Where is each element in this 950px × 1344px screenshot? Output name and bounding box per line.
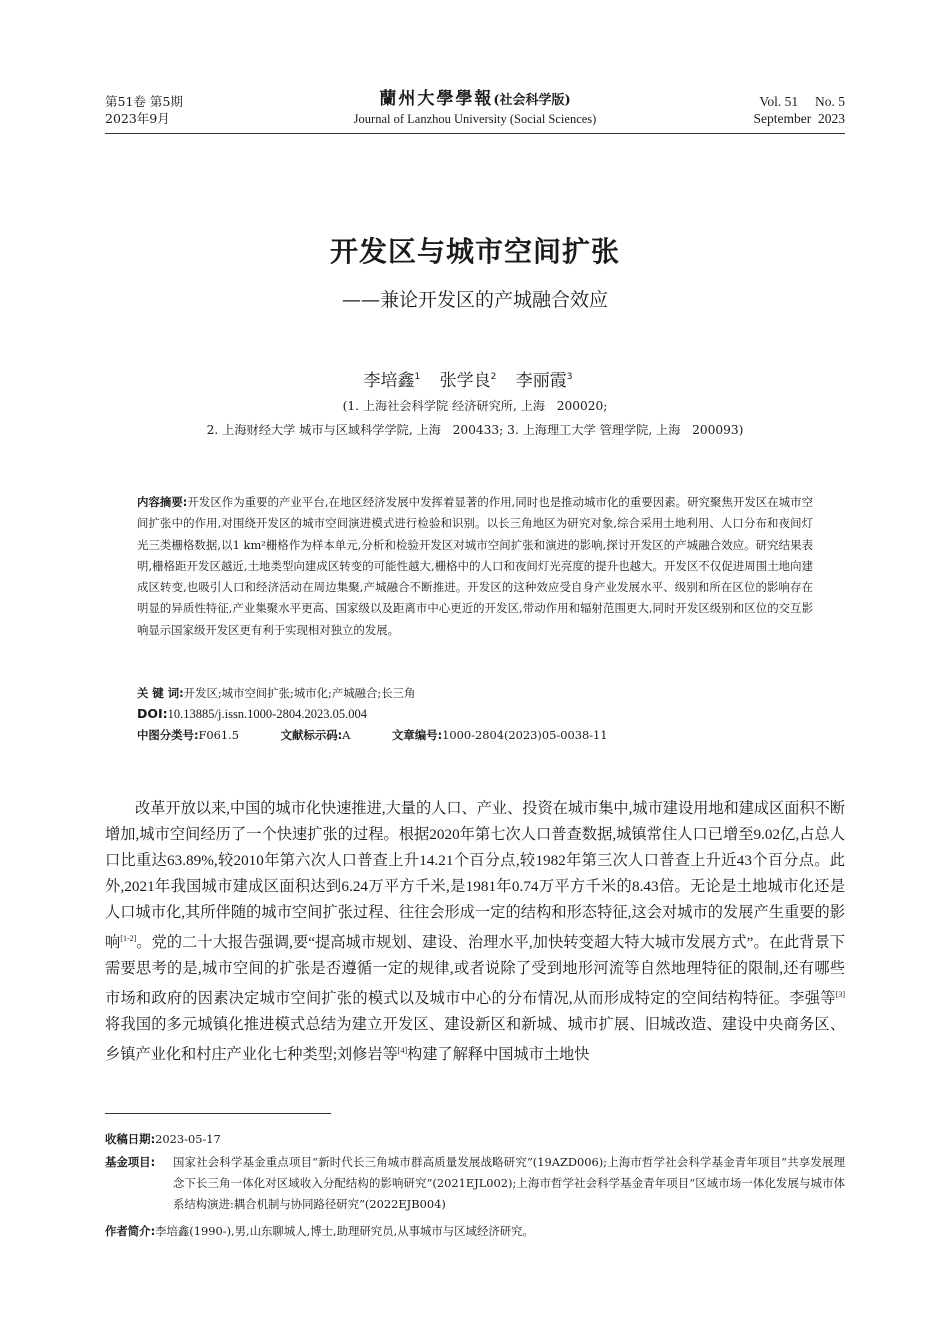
footnote-author (105, 1221, 845, 1242)
clc-label: 中图分类号: (137, 728, 199, 742)
keywords (137, 685, 813, 701)
body-paragraph (105, 796, 845, 1068)
doc-code-label: 文献标示码: (280, 728, 343, 742)
classification-line (137, 727, 813, 743)
abstract (137, 492, 813, 641)
journal-edition: (社会科学版) (493, 93, 571, 108)
author-bio-value: 李培鑫(1990-),男,山东聊城人,博士,助理研究员,从事城市与区域经济研究。 (155, 1224, 534, 1238)
article-subtitle: ——兼论开发区的产城融合效应 (341, 289, 608, 311)
article-number-label: 文章编号: (392, 728, 443, 742)
citation-ref[interactable]: [4] (397, 1046, 408, 1056)
clc-value: F061.5 (198, 728, 240, 742)
fund-value: 国家社会科学基金重点项目“新时代长三角城市群高质量发展战略研究”(19AZD006);上海市哲学社会科学基金青年项目“共享发展理念下长三角一体化对区域收入分配结构的影响研究”(2021EJL002);上海市哲学社会科学基金青年项目“区域市场一体化发展与城市体系结构演进:耦合机制与协同路径研究”(2022EJB004) (173, 1155, 845, 1211)
affiliation-line-2: 2. 上海财经大学 城市与区域科学学院, 上海 200433; 3. 上海理工大学 管理学院, 上海 200093) (206, 423, 744, 437)
volume-issue-cn: 第51卷 第5期 (105, 94, 183, 109)
header-rule (105, 133, 845, 134)
author-mark: 3 (566, 372, 573, 383)
journal-name-en: Journal of Lanzhou University (Social Sciences) (353, 112, 597, 126)
author-list (0, 366, 950, 391)
author-mark: 1 (414, 372, 421, 383)
author-name: 李培鑫 (363, 371, 415, 391)
author-name: 李丽霞 (515, 371, 567, 391)
abstract-text: 开发区作为重要的产业平台,在地区经济发展中发挥着显著的作用,同时也是推动城市化的重要因素。研究聚焦开发区在城市空间扩张中的作用,对围绕开发区的城市空间演进模式进行检验和识别。以长三角地区为研究对象,综合采用土地利用、人口分布和夜间灯光三类栅格数据,以1 km²栅格作为样本单元,分析和检验开发区对城市空间扩张和演进的影响,探讨开发区的产城融合效应。研究结果表明,栅格距开发区越近,土地类型向建成区转变的可能性越大,栅格中的人口和夜间灯光亮度的提升也越大。开发区不仅促进周围土地向建成区转变,也吸引人口和经济活动在周边集聚,产城融合不断推进。开发区的这种效应受自身产业发展水平、级别和所在区位的影响存在明显的异质性特征,产业集聚水平更高、国家级以及距离市中心更近的开发区,带动作用和辐射范围更大,同时开发区级别和区位的交互影响显示国家级开发区更有利于实现相对独立的发展。 (137, 495, 813, 637)
doi-label: DOI: (137, 706, 168, 721)
keywords-label: 关 键 词: (137, 686, 184, 700)
received-label: 收稿日期: (105, 1132, 156, 1146)
article-number-value: 1000-2804(2023)05-0038-11 (442, 728, 608, 742)
abstract-label: 内容摘要: (137, 495, 188, 509)
affiliation-line-1: (1. 上海社会科学院 经济研究所, 上海 200020; (342, 399, 608, 413)
journal-logo-text: 蘭州大學學報 (379, 89, 494, 109)
header-right (754, 93, 845, 127)
received-value: 2023-05-17 (155, 1132, 221, 1146)
date-cn: 2023年9月 (105, 111, 170, 126)
footnote-fund (105, 1152, 845, 1215)
author-bio-label: 作者简介: (105, 1224, 156, 1238)
keywords-text: 开发区;城市空间扩张;城市化;产城融合;长三角 (183, 686, 416, 700)
author-name: 张学良 (439, 371, 491, 391)
body-text-segment: 。党的二十大报告强调,要“提高城市规划、建设、治理水平,加快转变超大特大城市发展方式”。在此背景下需要思考的是,城市空间的扩张是否遵循一定的规律,或者说除了受到地形河流等自然地理特征的限制,还有哪些市场和政府的因素决定城市空间扩张的模式以及城市中心的分布情况,从而形成特定的空间结构特征。李强等 (105, 934, 846, 1008)
body-text-segment: 改革开放以来,中国的城市化快速推进,大量的人口、产业、投资在城市集中,城市建设用地和建成区面积不断增加,城市空间经历了一个快速扩张的过程。根据2020年第七次人口普查数据,城镇常住人口已增至9.02亿,占总人口比重达63.89%,较2010年第六次人口普查上升14.21个百分点,较1982年第三次人口普查上升近43个百分点。此外,2021年我国城市建成区面积达到6.24万平方千米,是1981年0.74万平方千米的8.43倍。无论是土地城市化还是人口城市化,其所伴随的城市空间扩张过程、往往会形成一定的结构和形态特征,这会对城市的发展产生重要的影响 (105, 800, 846, 952)
body-text-segment: 构建了解释中国城市土地快 (407, 1046, 590, 1064)
doc-code-value: A (342, 728, 351, 742)
article-title: 开发区与城市空间扩张 (329, 235, 620, 268)
volume-issue-en: Vol. 51 No. 5 (759, 94, 845, 109)
footnote-received (105, 1129, 845, 1150)
footnote-rule (105, 1113, 331, 1114)
author-mark: 2 (490, 372, 497, 383)
doi (137, 706, 813, 722)
date-en: September 2023 (753, 111, 845, 126)
citation-ref[interactable]: [1-2] (120, 934, 137, 943)
citation-ref[interactable]: [3] (835, 990, 845, 1000)
doi-link[interactable]: 10.13885/j.issn.1000-2804.2023.05.004 (167, 707, 367, 721)
body-text-segment: 将我国的多元城镇化推进模式总结为建立开发区、建设新区和新城、城市扩展、旧城改造、建设中央商务区、乡镇产业化和村庄产业化七种类型;刘修岩等 (105, 1016, 845, 1064)
fund-label: 基金项目: (105, 1155, 156, 1169)
